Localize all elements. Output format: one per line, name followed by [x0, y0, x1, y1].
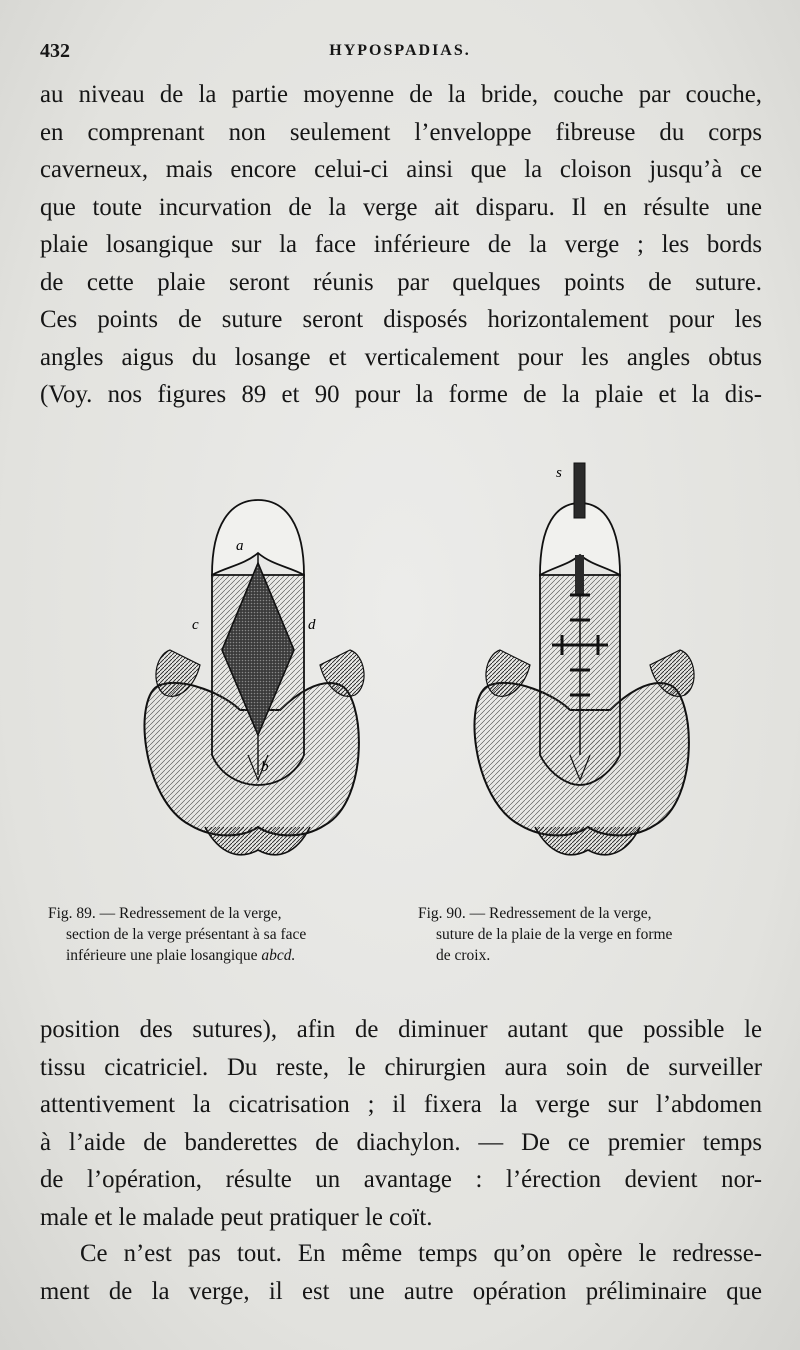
figure-90-illustration: [475, 463, 695, 855]
figure-89-label-d: d: [308, 617, 316, 633]
text-line: ment de la verge, il est une autre opération préliminaire que: [40, 1277, 762, 1305]
page-number: 432: [40, 40, 70, 62]
running-head: HYPOSPADIAS.: [329, 42, 471, 59]
figure-89-label-c: c: [192, 617, 199, 633]
text-line: au niveau de la partie moyenne de la bride, couche par couche,: [40, 81, 762, 108]
figure-90-label-s: s: [556, 465, 562, 481]
text-line: de cette plaie seront réunis par quelques points de suture.: [40, 268, 762, 296]
caption-line: de croix.: [436, 947, 491, 964]
anatomical-engravings: [40, 455, 762, 895]
middle-paragraph: [40, 1011, 762, 1236]
bottom-paragraph: [40, 1235, 762, 1310]
text-line: attentivement la cicatrisation ; il fixera la verge sur l’abdomen: [40, 1091, 762, 1118]
figures-area: [40, 455, 762, 895]
text-line: (Voy. nos figures 89 et 90 pour la forme de la plaie et la dis-: [40, 381, 762, 408]
caption-line: Fig. 89. — Redressement de la verge,: [48, 905, 282, 922]
figure-captions: [40, 903, 762, 973]
caption-italic-label: abcd.: [261, 947, 296, 964]
text-line: caverneux, mais encore celui-ci ainsi que la cloison jusqu’à ce: [40, 156, 762, 183]
caption-figure-89: [48, 903, 388, 966]
caption-figure-90: [418, 903, 758, 966]
text-line: que toute incurvation de la verge ait disparu. Il en résulte une: [40, 193, 762, 221]
text-line: en comprenant non seulement l’enveloppe fibreuse du corps: [40, 118, 762, 146]
text-line: Ce n’est pas tout. En même temps qu’on opère le redresse-: [80, 1240, 762, 1267]
text-line: de l’opération, résulte un avantage : l’érection devient nor-: [40, 1166, 762, 1193]
text-line: Ces points de suture seront disposés horizontalement pour les: [40, 306, 762, 333]
caption-line: suture de la plaie de la verge en forme: [436, 926, 673, 943]
caption-line: inférieure une plaie losangique abcd.: [66, 947, 296, 964]
text-line: angles aigus du losange et verticalement pour les angles obtus: [40, 343, 762, 371]
caption-line: section de la verge présentant à sa face: [66, 926, 307, 943]
figure-89-label-a: a: [236, 538, 244, 554]
figure-89-illustration: [145, 500, 365, 855]
text-line: position des sutures), afin de diminuer autant que possible le: [40, 1016, 762, 1043]
top-paragraph: [40, 76, 762, 414]
text-line: plaie losangique sur la face inférieure de la verge ; les bords: [40, 231, 762, 258]
text-line: tissu cicatriciel. Du reste, le chirurgien aura soin de surveiller: [40, 1053, 762, 1081]
figure-89-label-b: b: [261, 759, 269, 775]
caption-line: Fig. 90. — Redressement de la verge,: [418, 905, 652, 922]
page-header: [40, 40, 760, 64]
text-line: male et le malade peut pratiquer le coït.: [40, 1203, 433, 1231]
text-line: à l’aide de banderettes de diachylon. — De ce premier temps: [40, 1128, 762, 1156]
